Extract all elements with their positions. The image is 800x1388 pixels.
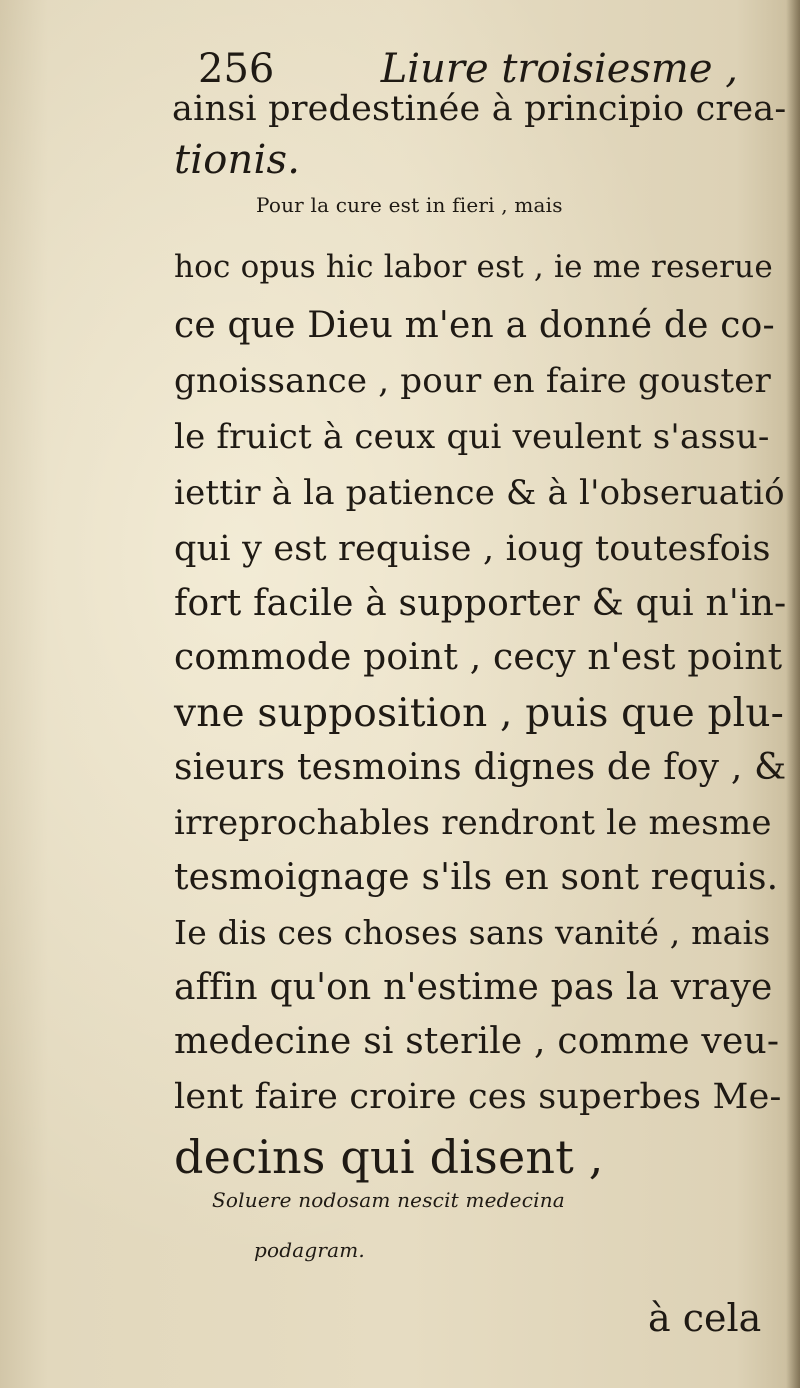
text-line: commode point , cecy n'est point: [174, 637, 783, 678]
quote-line: podagram.: [254, 1238, 365, 1262]
text-line: irreprochables rendront le mesme: [174, 803, 772, 843]
quote-line: Soluere nodosam nescit medecina: [212, 1188, 565, 1212]
text-line: hoc opus hic labor est , ie me reserue: [174, 249, 773, 285]
text-line: Ie dis ces choses sans vanité , mais: [174, 913, 771, 952]
text-line: vne supposition , puis que plu-: [174, 691, 785, 736]
page-number: 256: [198, 46, 275, 92]
text-line: le fruict à ceux qui veulent s'assu-: [174, 417, 770, 457]
text-line: medecine si sterile , comme veu-: [174, 1021, 780, 1062]
text-line: qui y est requise , ioug toutesfois: [174, 529, 771, 569]
running-head: [198, 46, 758, 92]
text-line: sieurs tesmoins dignes de foy , &: [174, 747, 787, 788]
running-title: Liure troisiesme ,: [380, 46, 738, 92]
text-line: Pour la cure est in fieri , mais: [256, 193, 563, 217]
text-line: affin qu'on n'estime pas la vraye: [174, 967, 773, 1008]
text-line: ainsi predestinée à principio crea-: [172, 89, 787, 129]
text-line: ce que Dieu m'en a donné de co-: [174, 305, 775, 346]
text-line: lent faire croire ces superbes Me-: [174, 1077, 782, 1117]
text-line: decins qui disent ,: [174, 1130, 604, 1184]
text-line: tionis.: [174, 137, 301, 183]
text-line: tesmoignage s'ils en sont requis.: [174, 857, 779, 898]
text-line: gnoissance , pour en faire gouster: [174, 361, 772, 401]
catchword: à cela: [648, 1296, 762, 1340]
text-line: fort facile à supporter & qui n'in-: [174, 583, 787, 624]
text-line: iettir à la patience & à l'obseruatió: [174, 473, 785, 513]
